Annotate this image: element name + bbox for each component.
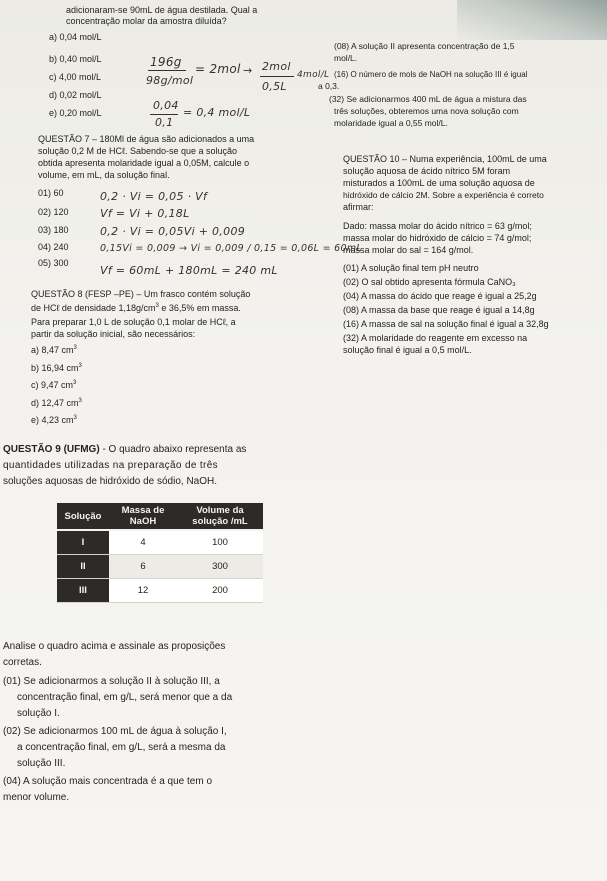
table-cell: 12	[109, 578, 177, 602]
q10-dado1: Dado: massa molar do ácido nítrico = 63 g/mol;	[343, 221, 532, 231]
table-cell: 300	[177, 554, 263, 578]
q9-prop01-a: (01) Se adicionarmos a solução II à solução III, a	[3, 676, 220, 687]
q-top-option-d: d) 0,02 mol/L	[49, 90, 102, 100]
q8-title: QUESTÃO 8 (FESP –PE) – Um frasco contém solução	[31, 289, 251, 299]
table-cell: III	[57, 578, 109, 602]
q10-dado3: massa molar do sal = 164 g/mol.	[343, 245, 474, 255]
q9-prop02-a: (02) Se adicionarmos 100 mL de água à solução I,	[3, 726, 227, 737]
q10-item08: (08) A massa da base que reage é igual a 14,8g	[343, 305, 535, 315]
q-top-option-c: c) 4,00 mol/L	[49, 72, 102, 82]
hand-0-1: 0,1	[155, 116, 174, 129]
q-top-line1: adicionaram-se 90mL de água destilada. Qual a	[66, 5, 258, 15]
q9-prop04-b: menor volume.	[3, 792, 70, 803]
q8-line4: partir da solução inicial, são necessários:	[31, 329, 196, 339]
qtr-item16b: a 0,3.	[318, 81, 340, 91]
hand-fraction-bar	[148, 70, 186, 71]
qtr-item16: (16) O número de mols de NaOH na solução III é igual	[334, 70, 528, 79]
q-top-line2: concentração molar da amostra diluída?	[66, 16, 227, 26]
q8-option-c: c) 9,47 $cm^3$	[31, 380, 77, 390]
q10-item16: (16) A massa de sal na solução final é igual a 32,8g	[343, 319, 549, 329]
q9-prop02-c: solução III.	[17, 758, 66, 769]
corner-print-decoration	[457, 0, 607, 40]
table-header-volume: Volume da solução /mL	[177, 503, 263, 530]
hand-4mol-L: 4mol/L	[297, 70, 330, 80]
q10-line2: solução aquosa de ácido nítrico 5M foram	[343, 166, 511, 176]
q7-option-03: 03) 180	[38, 225, 69, 235]
qtr-item32a: (32) Se adicionarmos 400 mL de água a mistura das	[329, 94, 527, 104]
hand-196g: 196g	[150, 55, 182, 69]
q7-line2: solução 0,2 M de HCℓ. Sabendo-se que a solução	[38, 146, 238, 156]
q8-option-b: b) 16,94 $cm^3$	[31, 363, 82, 373]
q7-hand-1: 0,2 · Vi = 0,05 · Vf	[100, 190, 208, 203]
hand-0-4-mol-L: = 0,4 mol/L	[183, 106, 251, 119]
q-top-option-b: b) 0,40 mol/L	[49, 54, 102, 64]
q8-option-d: d) 12,47 $cm^3$	[31, 398, 82, 408]
q8-line3: Para preparar 1,0 L de solução 0,1 molar de HCℓ, a	[31, 317, 236, 327]
q9-prop02-b: a concentração final, em g/L, será a mesma da	[17, 742, 226, 753]
q9-instr2: corretas.	[3, 657, 42, 668]
naoh-table	[57, 503, 263, 603]
q10-item01: (01) A solução final tem pH neutro	[343, 263, 479, 273]
q10-item04: (04) A massa do ácido que reage é igual a 25,2g	[343, 291, 537, 301]
q9-prop01-c: solução I.	[17, 708, 60, 719]
qtr-item08: (08) A solução II apresenta concentração de 1,5	[334, 41, 515, 51]
q9-instr1: Analise o quadro acima e assinale as proposições	[3, 641, 226, 652]
q10-line3: misturados a 100mL de uma solução aquosa de	[343, 178, 535, 188]
table-header-row	[57, 503, 263, 530]
q7-title: QUESTÃO 7 – 180Ml de água são adicionados a uma	[38, 134, 255, 144]
q10-line5: afirmar:	[343, 202, 374, 212]
table-cell: 200	[177, 578, 263, 602]
q10-dado2: massa molar do hidróxido de cálcio = 74 g/mol;	[343, 233, 532, 243]
hand-0-04: 0,04	[153, 99, 179, 112]
q9-line2: quantidades utilizadas na preparação de três	[3, 460, 218, 471]
q7-option-02: 02) 120	[38, 207, 69, 217]
table-row	[57, 578, 263, 602]
q9-prop04-a: (04) A solução mais concentrada é a que tem o	[3, 776, 213, 787]
q9-title: QUESTÃO 9 (UFMG) - O quadro abaixo representa as	[3, 444, 247, 455]
table-header-massa: Massa de NaOH	[109, 503, 177, 530]
q10-item32: (32) A molaridade do reagente em excesso na	[343, 333, 528, 343]
q7-hand-3: 0,2 · Vi = 0,05Vi + 0,009	[100, 225, 246, 238]
q10-item32b: solução final é igual a 0,5 mol/L.	[343, 345, 472, 355]
hand-fraction-bar-3	[150, 114, 178, 115]
table-cell: II	[57, 554, 109, 578]
q7-hand-2: Vf = Vi + 0,18L	[100, 207, 190, 220]
qtr-item32c: molaridade igual a 0,55 mol/L.	[334, 118, 448, 128]
q7-line3: obtida apresenta molaridade igual a 0,05M, calcule o	[38, 158, 250, 168]
q7-line4: volume, em mL, da solução final.	[38, 170, 170, 180]
hand-98g-mol: 98g/mol	[146, 74, 194, 87]
table-cell: 6	[109, 554, 177, 578]
table-row	[57, 554, 263, 578]
q-top-option-a: a) 0,04 mol/L	[49, 32, 102, 42]
table-header-solucao: Solução	[57, 503, 109, 530]
q7-hand-4: 0,15Vi = 0,009 → Vi = 0,009 / 0,15 = 0,06L = 60mL	[100, 243, 362, 254]
q8-option-a: a) 8,47 $cm^3$	[31, 345, 77, 355]
hand-2mol-num: 2mol	[262, 60, 291, 73]
q9-prop01-b: concentração final, em g/L, será menor que a da	[17, 692, 233, 703]
table-cell: 4	[109, 530, 177, 554]
q7-option-05: 05) 300	[38, 258, 69, 268]
table-cell: I	[57, 530, 109, 554]
q7-option-04: 04) 240	[38, 242, 69, 252]
q8-line2: de HCℓ de densidade $1,18g/cm^3$ e 36,5% em massa.	[31, 303, 241, 313]
hand-0-5L: 0,5L	[262, 80, 287, 93]
q10-item02: (02) O sal obtido apresenta fórmula CaNO₃	[343, 277, 516, 287]
q9-line3: soluções aquosas de hidróxido de sódio, NaOH.	[3, 476, 218, 487]
qtr-item32b: três soluções, obteremos uma nova solução com	[334, 106, 519, 116]
q7-option-01: 01) 60	[38, 188, 64, 198]
hand-fraction-bar-2	[260, 76, 294, 77]
qtr-item08b: mol/L.	[334, 53, 358, 63]
hand-arrow: →	[243, 64, 253, 77]
hand-2mol: = 2mol	[195, 62, 241, 76]
table-row	[57, 530, 263, 554]
q10-line4: hidróxido de cálcio 2M. Sobre a experiência é correto	[343, 190, 544, 200]
q7-hand-5: Vf = 60mL + 180mL = 240 mL	[100, 264, 278, 277]
q10-title: QUESTÃO 10 – Numa experiência, 100mL de uma	[343, 154, 547, 164]
q8-option-e: e) 4,23 $cm^3$	[31, 415, 77, 425]
table-cell: 100	[177, 530, 263, 554]
q-top-option-e: e) 0,20 mol/L	[49, 108, 102, 118]
